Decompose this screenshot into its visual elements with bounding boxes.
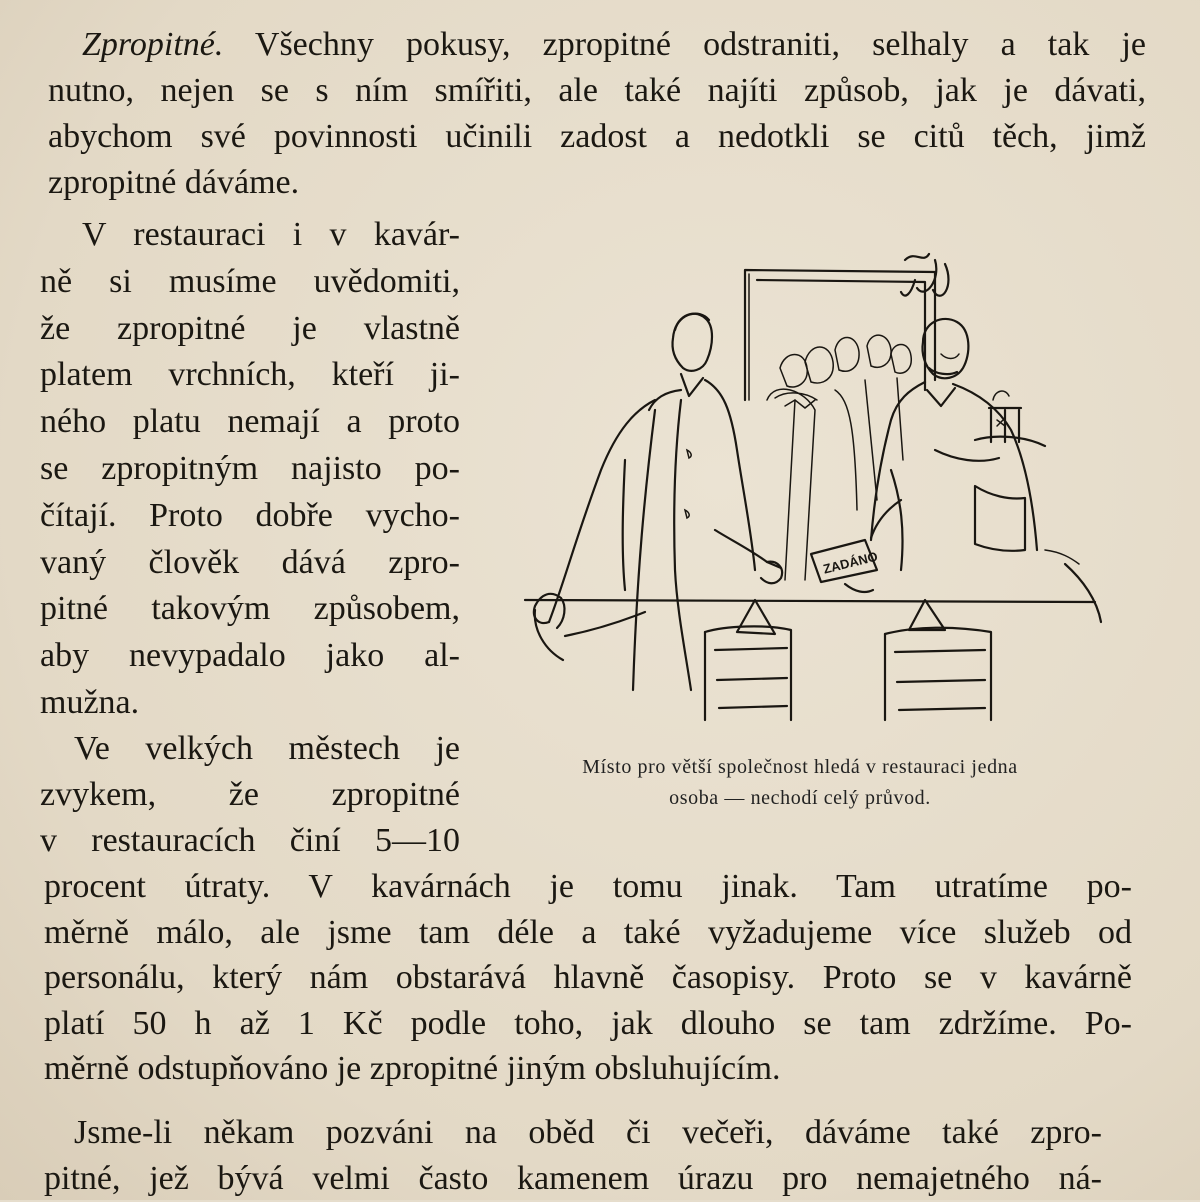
col1-line: ně si musíme uvědomiti,: [40, 262, 460, 300]
col1-line: V restauraci i v kavár-: [82, 216, 460, 253]
section-heading: Zpropitné.: [82, 26, 224, 63]
wide-paragraph-2: [44, 864, 1132, 1092]
column-paragraph-1: [40, 212, 460, 727]
col1-line: ného platu nemají a proto: [40, 403, 460, 441]
wide2-line: platí 50 h až 1 Kč podle toho, jak dlouho se tam zdržíme. Po-: [44, 1004, 1132, 1042]
wide2-line: měrně odstupňováno je zpropitné jiným obsluhujícím.: [44, 1050, 781, 1087]
col1-line: že zpropitné je vlastně: [40, 309, 460, 347]
caption-line-1: Místo pro větší společnost hledá v restauraci jedna: [582, 756, 1018, 778]
text-line: [48, 22, 1146, 68]
intro-line-3: abychom své povinnosti učinili zadost a nedotkli se citů těch, jimž: [48, 118, 1146, 155]
reserved-sign-text: ZADÁNO: [821, 548, 880, 577]
caption-line-2: osoba — nechodí celý průvod.: [669, 787, 931, 809]
wide2-line: personálu, který nám obstarává hlavně časopisy. Proto se v kavárně: [44, 959, 1132, 996]
intro-line-2: nutno, nejen se s ním smířiti, ale také najíti způsob, jak je dávati,: [48, 72, 1146, 109]
col1-line: platem vrchních, kteří ji-: [40, 356, 460, 394]
col2-line: Ve velkých městech je: [74, 730, 460, 767]
intro-line-4: zpropitné dáváme.: [48, 164, 300, 201]
p3-line: pitné, jež bývá velmi často kamenem úrazu pro nemajetného ná-: [44, 1160, 1102, 1197]
intro-line-1: Všechny pokusy, zpropitné odstraniti, selhaly a tak je: [254, 26, 1146, 63]
col2-line: zvykem, že zpropitné: [40, 776, 460, 813]
col1-line: čítají. Proto dobře vycho-: [40, 496, 460, 534]
illustration-caption: [490, 752, 1110, 814]
p3-line: Jsme-li někam pozváni na oběd či večeři, dáváme také zpro-: [74, 1114, 1102, 1151]
col1-line: vaný člověk dává zpro-: [40, 543, 460, 581]
col1-line: pitné takovým způsobem,: [40, 590, 460, 628]
wide2-line: procent útraty. V kavárnách je tomu jinak. Tam utratíme po-: [44, 868, 1132, 905]
illustration: [505, 250, 1105, 730]
col1-line: mužna.: [40, 683, 140, 721]
col1-line: aby nevypadalo jako al-: [40, 637, 460, 675]
col1-line: se zpropitným najisto po-: [40, 449, 460, 487]
waiter-scene-drawing: [505, 250, 1105, 730]
paragraph-3: [44, 1110, 1102, 1202]
col2-line: v restauracích činí 5—10: [40, 822, 460, 859]
column-paragraph-2: [40, 726, 460, 864]
wide2-line: měrně málo, ale jsme tam déle a také vyžadujeme více služeb od: [44, 913, 1132, 951]
intro-paragraph: [48, 22, 1146, 206]
